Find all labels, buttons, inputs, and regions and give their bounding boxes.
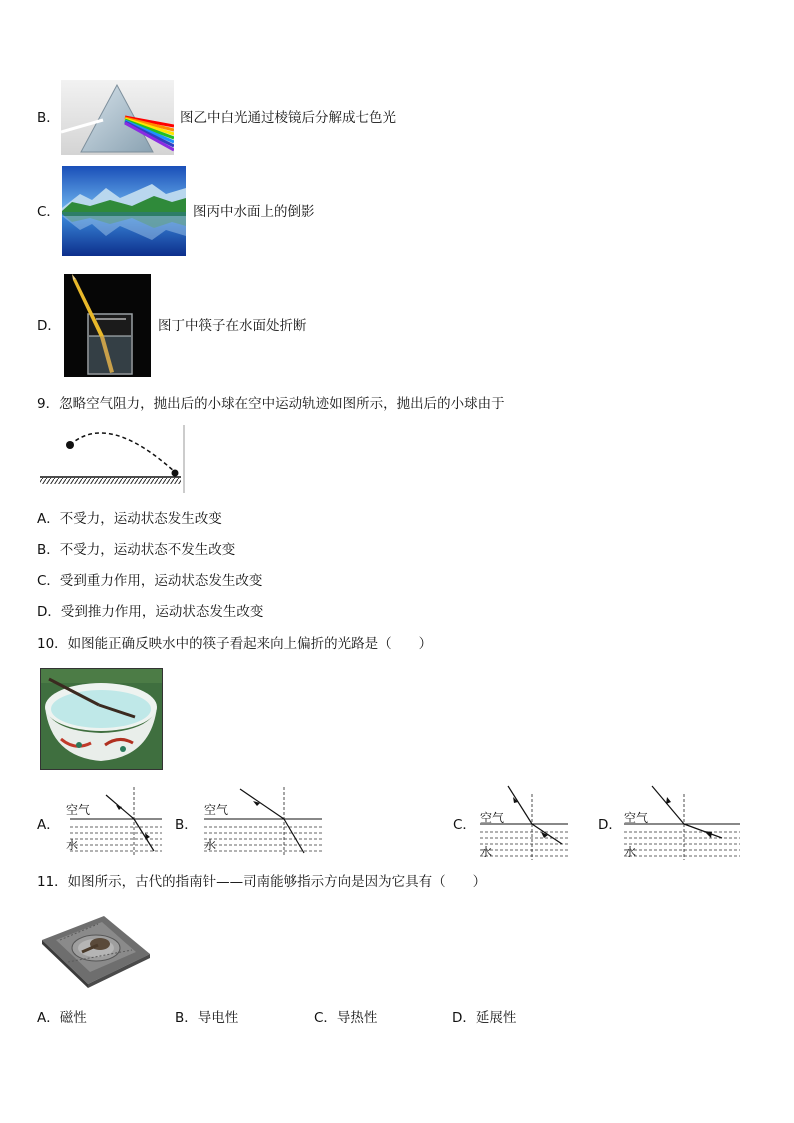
q10-option-a-letter: A． <box>37 817 60 833</box>
option-b-text: 图乙中白光通过棱镜后分解成七色光 <box>180 110 396 126</box>
q11-stem: 11．如图所示，古代的指南针——司南能够指示方向是因为它具有（ ） <box>37 874 487 890</box>
option-letter-b: B． <box>37 110 60 126</box>
option-letter-d: D． <box>37 318 61 334</box>
q10-c-water-label: 水 <box>480 845 493 859</box>
q9-stem: 9．忽略空气阻力，抛出后的小球在空中运动轨迹如图所示，抛出后的小球由于 <box>37 396 505 412</box>
q10-b-water-label: 水 <box>204 838 217 852</box>
q10-c-air-label: 空气 <box>480 811 505 825</box>
q10-a-water-label: 水 <box>66 838 79 852</box>
option-letter-c: C． <box>37 204 60 220</box>
chopstick-in-bowl-photo <box>40 668 163 770</box>
q9-option-b: B．不受力，运动状态不发生改变 <box>37 542 236 558</box>
q10-b-air-label: 空气 <box>204 803 229 817</box>
lake-reflection-photo <box>62 166 186 256</box>
ball-trajectory-diagram <box>38 425 188 495</box>
q10-a-air-label: 空气 <box>66 803 91 817</box>
sinan-compass-photo <box>38 910 154 990</box>
q10-option-c-letter: C． <box>453 817 476 833</box>
q10-d-water-label: 水 <box>624 845 637 859</box>
q11-option-c: C．导热性 <box>314 1010 378 1026</box>
q10-d-air-label: 空气 <box>624 811 649 825</box>
pencil-in-beaker-photo <box>64 274 151 377</box>
q10-stem: 10．如图能正确反映水中的筷子看起来向上偏折的光路是（ ） <box>37 636 433 652</box>
q10-option-d-letter: D． <box>598 817 622 833</box>
q11-option-d: D．延展性 <box>452 1010 517 1026</box>
q10-option-b-letter: B． <box>175 817 198 833</box>
refraction-diagram-b <box>200 787 324 859</box>
q11-option-b: B．导电性 <box>175 1010 239 1026</box>
q9-option-c: C．受到重力作用，运动状态发生改变 <box>37 573 263 589</box>
prism-dispersion-photo <box>61 80 174 155</box>
q9-option-a: A．不受力，运动状态发生改变 <box>37 511 222 527</box>
option-d-text: 图丁中筷子在水面处折断 <box>158 318 307 334</box>
q9-option-d: D．受到推力作用，运动状态发生改变 <box>37 604 264 620</box>
option-c-text: 图丙中水面上的倒影 <box>193 204 315 220</box>
q11-option-a: A．磁性 <box>37 1010 87 1026</box>
